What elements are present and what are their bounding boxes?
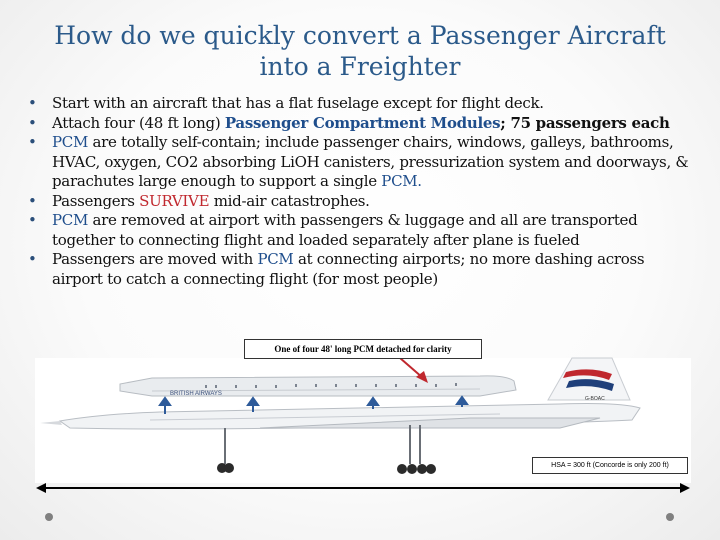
bullet-item: • Start with an aircraft that has a flat fuselage except for flight deck.: [28, 94, 698, 114]
highlight-term: PCM.: [381, 172, 422, 190]
module-livery: BRITISH AIRWAYS: [170, 391, 222, 397]
bullet-item: • PCM are totally self-contain; include passenger chairs, windows, galleys, bathrooms, HVAC, oxygen, CO2 absorbing LiOH canisters, pressurization system and doorways, & parachutes large enough to support a single PCM.: [28, 133, 698, 192]
pcm-module-illustration: [120, 376, 516, 397]
title-line-1: How do we quickly convert a Passenger Aircraft: [54, 21, 666, 50]
highlight-term: PCM: [52, 211, 89, 229]
title-line-2: into a Freighter: [259, 52, 461, 81]
bullet-item: • PCM are removed at airport with passengers & luggage and all are transported together to connecting flight and loaded separately after plane is fueled: [28, 211, 698, 250]
highlight-term: Passenger Compartment Modules: [224, 113, 501, 132]
registration-text: G-BOAC: [585, 396, 605, 402]
decor-dot: [666, 513, 674, 521]
highlight-term: PCM: [257, 250, 294, 268]
length-dimension-arrow: [36, 483, 690, 493]
bullet-item: • Passengers are moved with PCM at connecting airports; no more dashing across airport to catch a connecting flight (for most people): [28, 250, 698, 289]
hsa-callout-label: HSA = 300 ft (Concorde is only 200 ft): [532, 457, 688, 474]
highlight-term: PCM: [52, 133, 89, 151]
highlight-term: SURVIVE: [139, 191, 210, 210]
bullet-item: • Passengers SURVIVE mid-air catastrophes.: [28, 192, 698, 212]
module-callout-label: One of four 48' long PCM detached for clarity: [244, 339, 482, 359]
bullet-item: • Attach four (48 ft long) Passenger Compartment Modules; 75 passengers each: [28, 114, 698, 134]
decor-dot: [45, 513, 53, 521]
